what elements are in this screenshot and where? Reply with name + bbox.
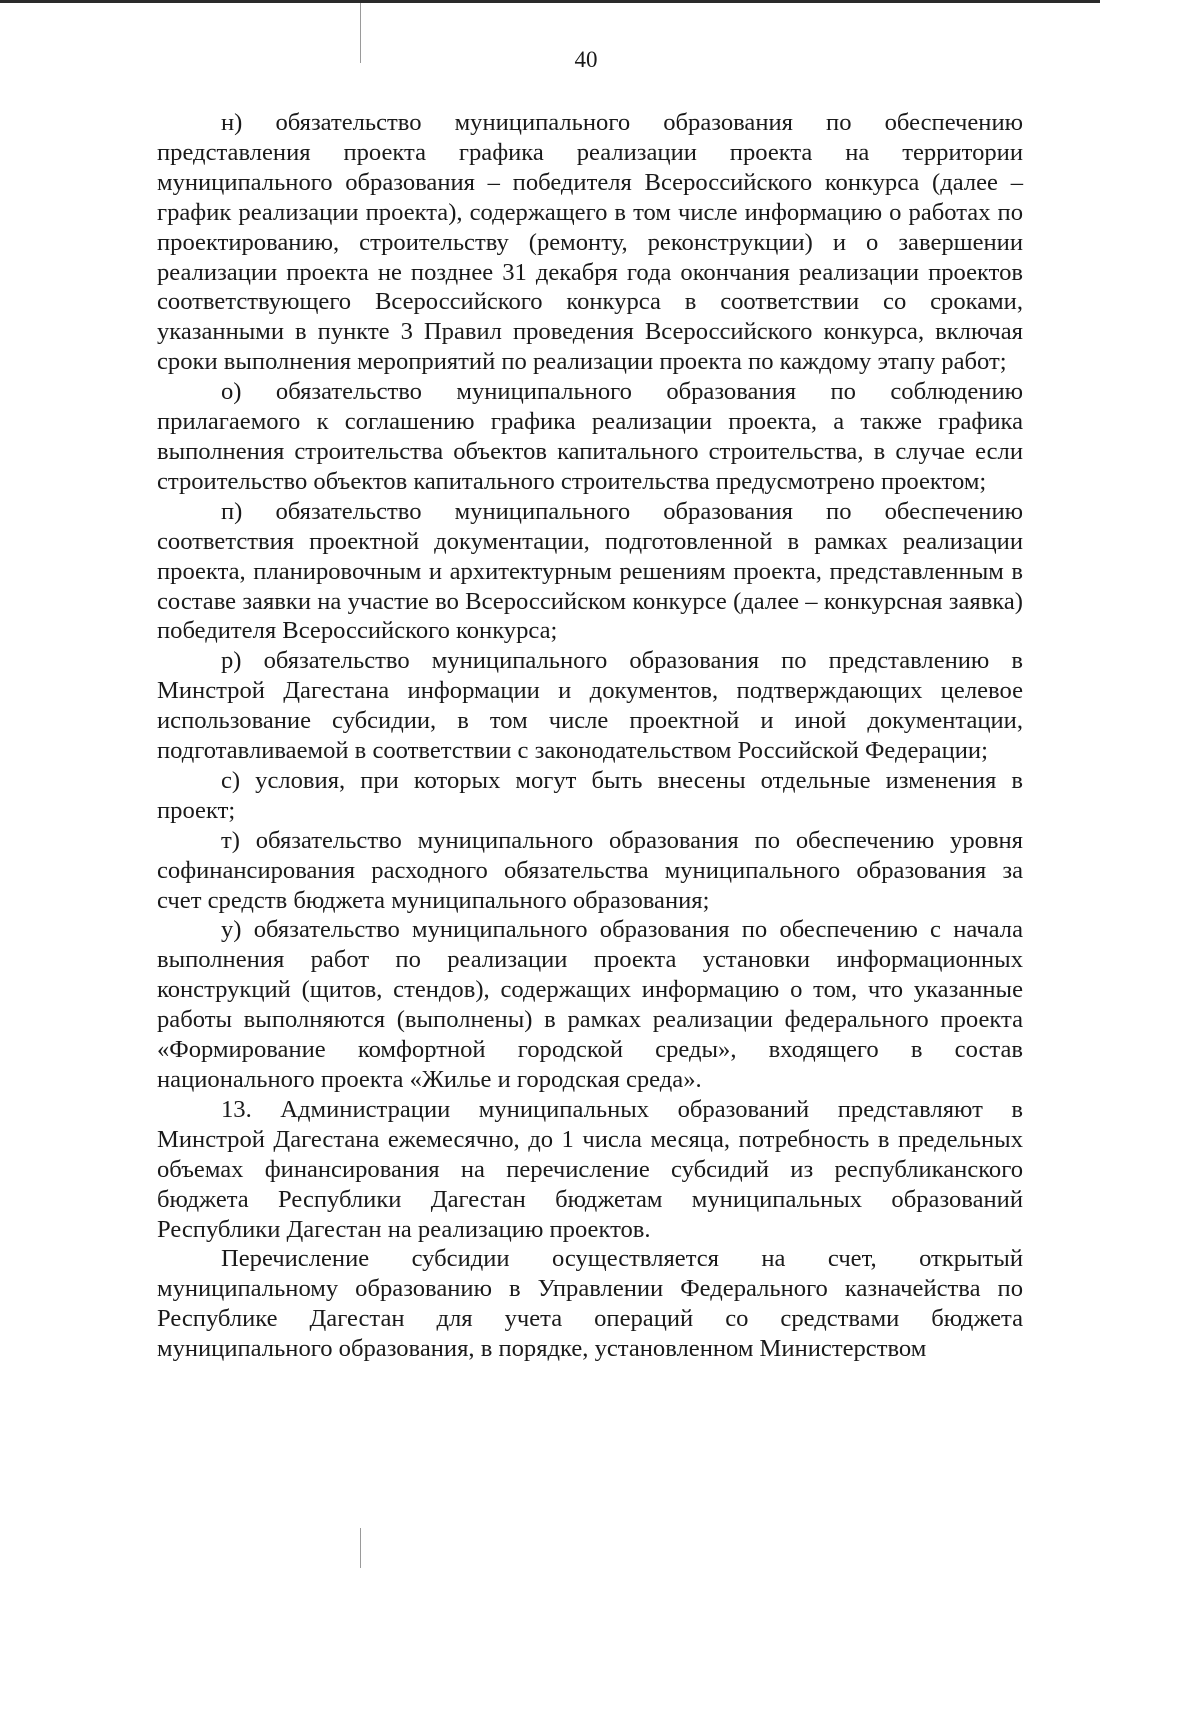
document-body [157, 108, 1023, 1364]
paragraph-p: п) обязательство муниципального образования по обеспечению соответствия проектной документации, подготовленной в рамках реализации проекта, планировочным и архитектурным решениям проекта, представленным в составе заявки на участие во Всероссийском конкурсе (далее – конкурсная заявка) победителя Всероссийского конкурса; [157, 497, 1023, 645]
paragraph-transfer: Перечисление субсидии осуществляется на счет, открытый муниципальному образованию в Управлении Федерального казначейства по Республике Дагестан для учета операций со средствами бюджета муниципального образования, в порядке, установленном Министерством [157, 1245, 1023, 1363]
paragraph-13: 13. Администрации муниципальных образований представляют в Минстрой Дагестана ежемесячно, до 1 числа месяца, потребность в предельных объемах финансирования на перечисление субсидий из республиканского бюджета Республики Дагестан бюджетам муниципальных образований Республики Дагестан на реализацию проектов. [157, 1095, 1023, 1243]
paragraph-o: о) обязательство муниципального образования по соблюдению прилагаемого к соглашению графика реализации проекта, а также графика выполнения строительства объектов капитального строительства, в случае если строительство объектов капитального строительства предусмотрено проектом; [157, 378, 1023, 495]
paragraph-u: у) обязательство муниципального образования по обеспечению с начала выполнения работ по реализации проекта установки информационных конструкций (щитов, стендов), содержащих информацию о том, что указанные работы выполняются (выполнены) в рамках реализации федерального проекта «Формирование комфортной городской среды», входящего в состав национального проекта «Жилье и городская среда». [157, 916, 1023, 1093]
paragraph-n: н) обязательство муниципального образования по обеспечению представления проекта графика реализации проекта на территории муниципального образования – победителя Всероссийского конкурса (далее – график реализации проекта), содержащего в том числе информацию о работах по проектированию, строительству (ремонту, реконструкции) и о завершении реализации проекта не позднее 31 декабря года окончания реализации проектов соответствующего Всероссийского конкурса в соответствии со сроками, указанными в пункте 3 Правил проведения Всероссийского конкурса, включая сроки выполнения мероприятий по реализации проекта по каждому этапу работ; [157, 109, 1023, 376]
page-number: 40 [574, 47, 598, 72]
paragraph-t: т) обязательство муниципального образования по обеспечению уровня софинансирования расходного обязательства муниципального образования за счет средств бюджета муниципального образования; [157, 826, 1023, 914]
page-top-edge [0, 0, 1100, 3]
paragraph-r: р) обязательство муниципального образования по представлению в Минстрой Дагестана информации и документов, подтверждающих целевое использование субсидии, в том числе проектной и иной документации, подготавливаемой в соответствии с законодательством Российской Федерации; [157, 647, 1023, 765]
fold-mark-bottom [360, 1528, 361, 1568]
paragraph-s: с) условия, при которых могут быть внесены отдельные изменения в проект; [157, 766, 1023, 824]
